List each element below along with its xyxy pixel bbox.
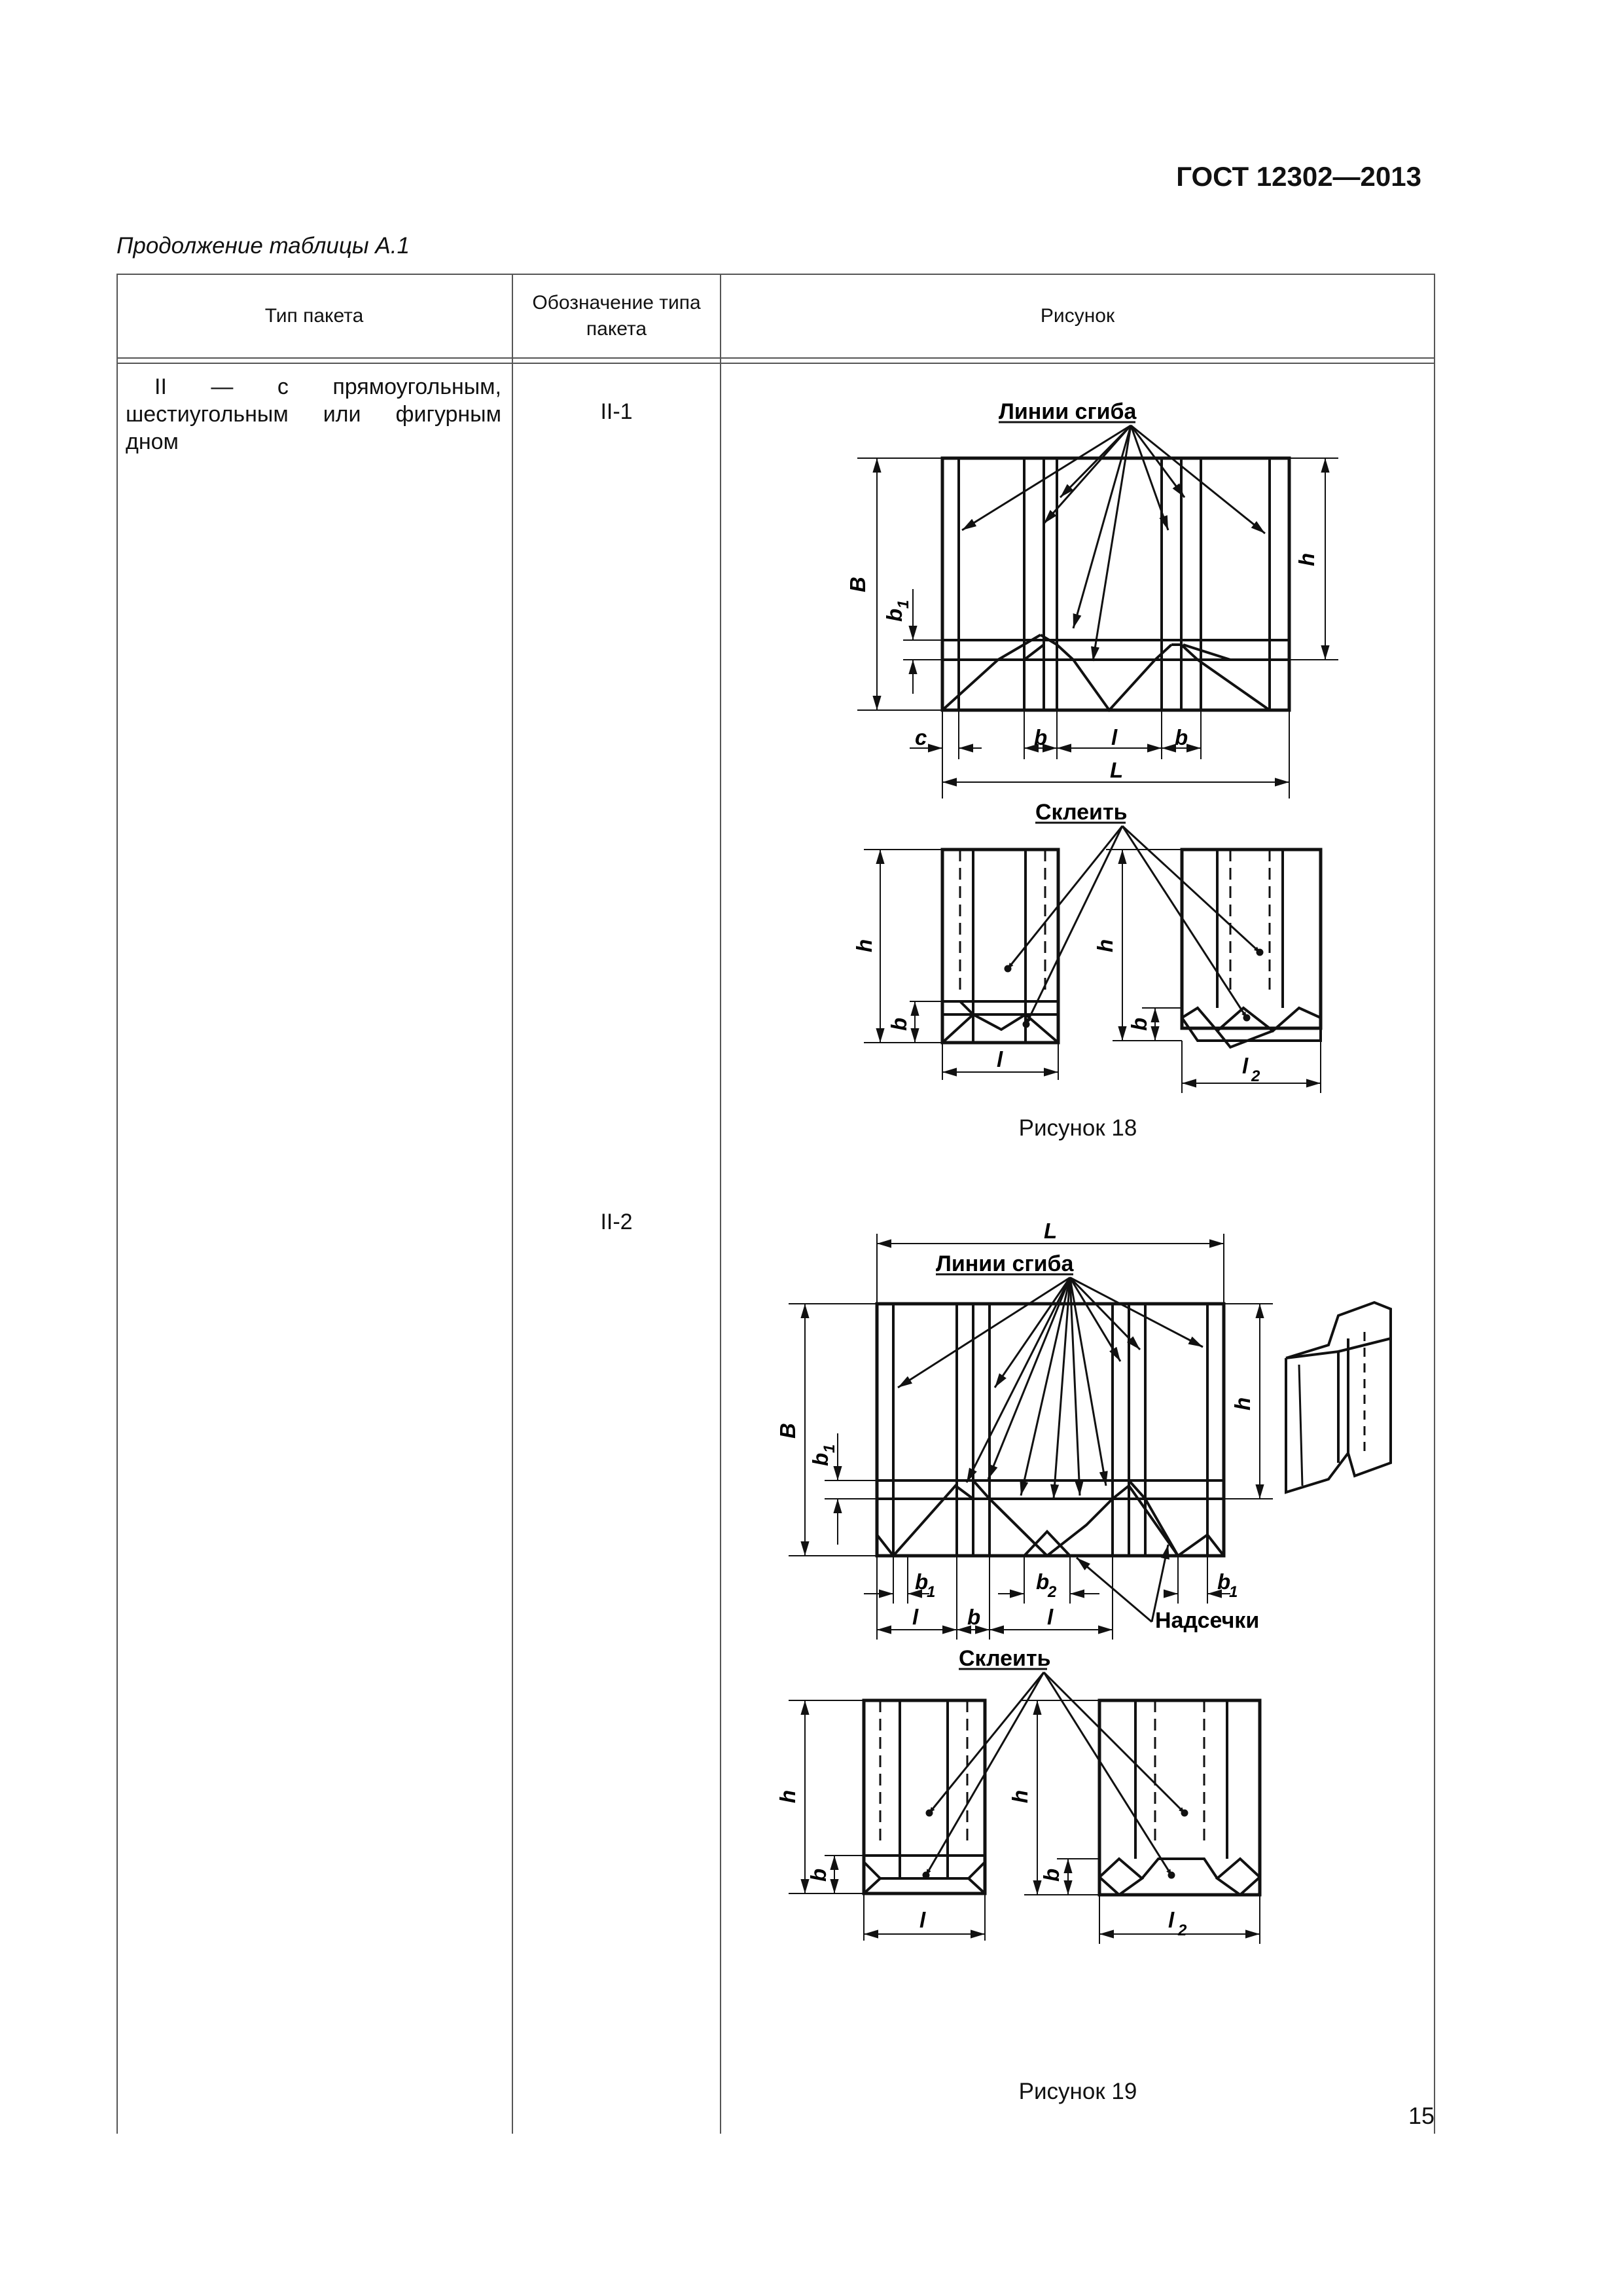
fig19-dim-h: h bbox=[1230, 1397, 1255, 1410]
fig19-bag-left bbox=[864, 1700, 985, 1893]
fig19-dim-b1-sub: 1 bbox=[821, 1444, 838, 1453]
fig19-3d-sketch bbox=[1286, 1302, 1391, 1492]
fig19-dim-b: b bbox=[967, 1605, 981, 1629]
fig18-dim-b-left: b bbox=[1034, 725, 1048, 749]
fig18-bag-dim-l2-sub: 2 bbox=[1251, 1067, 1260, 1085]
fig18-dim-b1: b bbox=[882, 608, 906, 622]
fig18-dim-b1-sub: 1 bbox=[895, 600, 912, 609]
code-ii-2: II-2 bbox=[600, 1210, 633, 1234]
fig19-dim-l-right: l bbox=[1047, 1605, 1054, 1629]
type-description-text: II — с прямоугольным, шестиугольным или фигурным дном bbox=[126, 374, 501, 454]
fig19-bag-dimensions bbox=[789, 1700, 1260, 1944]
fig19-bag-dim-b-left: b bbox=[806, 1868, 830, 1882]
table-caption: Продолжение таблицы А.1 bbox=[116, 233, 410, 259]
fig18-dim-h: h bbox=[1294, 552, 1319, 566]
fig19-dim-B: B bbox=[776, 1423, 800, 1439]
fig18-dim-l: l bbox=[1111, 725, 1118, 749]
fig19-dim-b1: b bbox=[808, 1452, 832, 1466]
fig19-dim-b1-bottom-left-sub: 1 bbox=[927, 1583, 936, 1601]
fig19-dim-b1-bottom-right-sub: 1 bbox=[1229, 1583, 1238, 1601]
fig19-dim-b2: b bbox=[1036, 1570, 1050, 1594]
fig19-dim-b1-bottom-right: b bbox=[1217, 1570, 1231, 1594]
fig19-bag-dim-h-right: h bbox=[1008, 1789, 1032, 1803]
fig19-bag-dim-l2: l bbox=[1168, 1908, 1175, 1932]
fig19-glue-label: Склеить bbox=[959, 1646, 1051, 1671]
standard-code: ГОСТ 12302—2013 bbox=[1176, 161, 1421, 192]
fig18-dim-L: L bbox=[1110, 758, 1124, 782]
fig18-dim-c: c bbox=[915, 725, 927, 749]
fig18-bag-dim-l: l bbox=[997, 1047, 1003, 1071]
fig19-dim-l-left: l bbox=[912, 1605, 919, 1629]
fig18-bag-dim-h-left: h bbox=[852, 939, 876, 952]
fig18-bag-dim-b-right: b bbox=[1127, 1017, 1151, 1031]
header-type: Тип пакета bbox=[264, 305, 364, 327]
fig19-dim-b2-sub: 2 bbox=[1048, 1583, 1057, 1601]
fig18-bag-dim-h-right: h bbox=[1093, 939, 1117, 952]
fig19-bag-dim-l: l bbox=[919, 1908, 926, 1932]
fig19-fold-lines-label: Линии сгиба bbox=[936, 1251, 1074, 1276]
code-ii-1: II-1 bbox=[600, 399, 633, 424]
fig19-dim-b1-bottom-left: b bbox=[915, 1570, 929, 1594]
header-figure: Рисунок bbox=[1040, 305, 1115, 327]
fig19-blank bbox=[877, 1304, 1224, 1556]
fig19-notches-label: Надсечки bbox=[1155, 1608, 1260, 1633]
fig18-glue-label: Склеить bbox=[1035, 800, 1128, 825]
fig19-dim-L: L bbox=[1044, 1219, 1058, 1243]
fig19-side-dimensions bbox=[789, 1304, 1273, 1556]
fig19-bag-dim-b-right: b bbox=[1039, 1868, 1063, 1882]
fig18-fold-lines-label: Линии сгиба bbox=[999, 399, 1137, 424]
fig19-bag-dim-h-left: h bbox=[776, 1789, 800, 1803]
fig19-fold-leaders bbox=[898, 1278, 1203, 1499]
figure-18-caption: Рисунок 18 bbox=[1018, 1115, 1137, 1141]
fig19-glue-leaders bbox=[923, 1672, 1187, 1878]
figure-19-caption: Рисунок 19 bbox=[1018, 2079, 1137, 2104]
fig19-bag-dim-l2-sub: 2 bbox=[1178, 1922, 1187, 1939]
page-number: 15 bbox=[1408, 2102, 1435, 2129]
fig18-dim-b-right: b bbox=[1175, 725, 1188, 749]
fig18-dim-B: B bbox=[846, 577, 870, 592]
fig18-bag-dim-b-left: b bbox=[887, 1017, 911, 1031]
header-designation: Обозначение типа пакета bbox=[532, 292, 701, 340]
fig18-bag-dim-l2: l bbox=[1242, 1054, 1249, 1078]
